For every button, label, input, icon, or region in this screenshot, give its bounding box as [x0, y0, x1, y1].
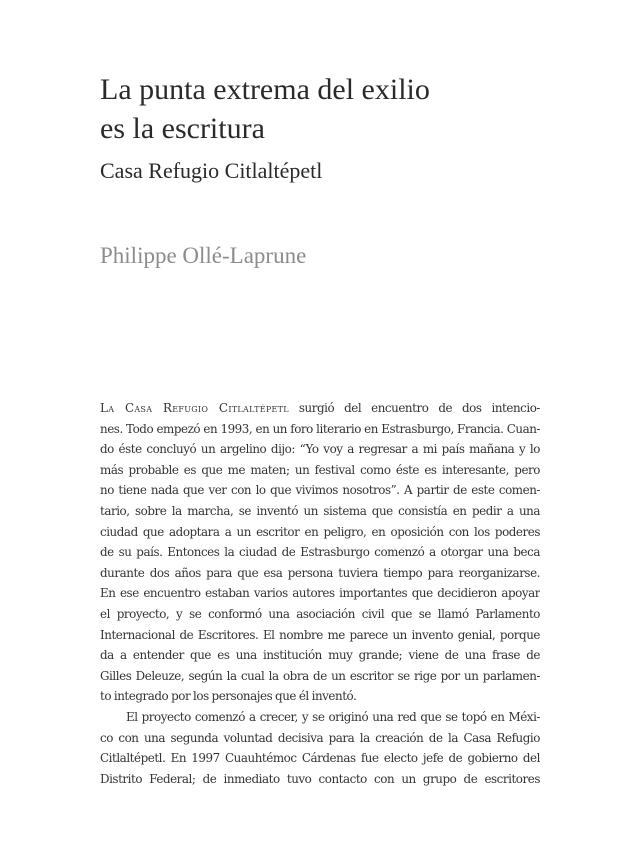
body-line: de su país. Entonces la ciudad de Estrasburgo comenzó a otorgar una beca: [100, 545, 540, 560]
body-line: to integrado por los personajes que él inventó.: [100, 689, 357, 704]
body-line: tario, sobre la marcha, se inventó un sistema que consistía en pedir a una: [100, 503, 540, 518]
body-text: [100, 398, 540, 789]
body-line: [100, 398, 540, 419]
body-line: da a entender que es una institución muy grande; viene de una frase de: [100, 648, 540, 663]
chapter-title-line-2: es la escritura: [100, 112, 265, 145]
author-name: Philippe Ollé-Laprune: [100, 243, 307, 268]
body-line: no tiene nada que ver con lo que vivimos nosotros”. A partir de este comen-: [100, 483, 540, 498]
body-line: Gilles Deleuze, según la cual la obra de un escritor se rige por un parlamen-: [100, 668, 540, 683]
body-line: Citlaltépetl. En 1997 Cuauhtémoc Cárdenas fue electo jefe de gobierno del: [100, 751, 540, 766]
body-line: Internacional de Escritores. El nombre me parece un invento genial, porque: [100, 627, 540, 642]
body-line: El proyecto comenzó a crecer, y se originó una red que se topó en Méxi-: [126, 709, 540, 724]
body-line: más probable es que me maten; un festival como éste es interesante, pero: [100, 462, 540, 477]
body-line: Distrito Federal; de inmediato tuvo contacto con un grupo de escritores: [100, 771, 540, 786]
body-line: co con una segunda voluntad decisiva para la creación de la Casa Refugio: [100, 730, 540, 745]
lead-in-small-caps: La Casa Refugio Citlaltépetl: [100, 401, 289, 415]
body-line: nes. Todo empezó en 1993, en un foro literario en Estrasburgo, Francia. Cuan-: [100, 421, 540, 436]
body-line: durante dos años para que esa persona tuviera tiempo para reorganizarse.: [100, 565, 540, 580]
body-line: el proyecto, y se conformó una asociación civil que se llamó Parlamento: [100, 606, 540, 621]
chapter-title-line-1: La punta extrema del exilio: [100, 73, 430, 106]
chapter-subtitle: Casa Refugio Citlaltépetl: [100, 158, 323, 183]
chapter-title: [100, 70, 560, 148]
body-line: ciudad que adoptara a un escritor en peligro, en oposición con los poderes: [100, 524, 540, 539]
body-line-rest: surgió del encuentro de dos intencio-: [288, 401, 540, 415]
body-line: En ese encuentro estaban varios autores importantes que decidieron apoyar: [100, 586, 540, 601]
body-line: do éste concluyó un argelino dijo: “Yo voy a regresar a mi país mañana y lo: [100, 442, 540, 457]
